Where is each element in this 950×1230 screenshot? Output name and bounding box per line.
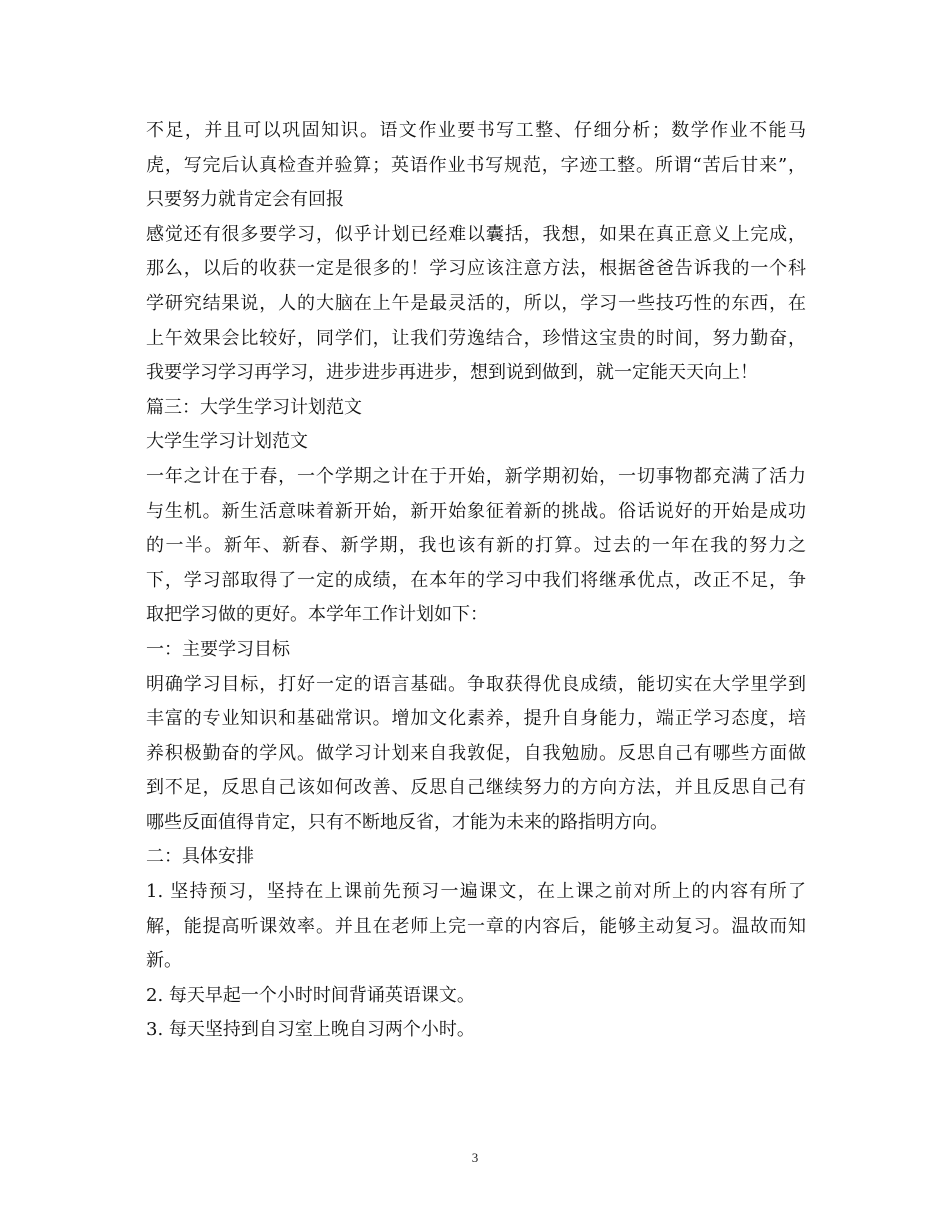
paragraph-line: 感觉还有很多要学习，似乎计划已经难以囊括，我想，如果在真正意义上完成， [146,223,806,245]
subheading-arrangement: 二：具体安排 [146,846,254,868]
paragraph-line: 丰富的专业知识和基础常识。增加文化素养，提升自身能力，端正学习态度，培 [146,708,806,730]
paragraph-line: 到不足，反思自己该如何改善、反思自己继续努力的方向方法，并且反思自己有 [146,777,806,799]
paragraph-line: 养积极勤奋的学风。做学习计划来自我敦促，自我勉励。反思自己有哪些方面做 [146,742,806,764]
paragraph-line: 上午效果会比较好，同学们，让我们劳逸结合，珍惜这宝贵的时间，努力勤奋， [146,327,806,349]
list-item-line: 新。 [146,950,182,972]
document-body [146,114,806,1048]
list-item-line: 3. 每天坚持到自习室上晚自习两个小时。 [146,1019,475,1041]
section-heading: 篇三：大学生学习计划范文 [146,396,362,418]
paragraph-line: 明确学习目标，打好一定的语言基础。争取获得优良成绩，能切实在大学里学到 [146,673,806,695]
paragraph-line: 下，学习部取得了一定的成绩，在本年的学习中我们将继承优点，改正不足，争 [146,569,806,591]
paragraph-line: 学研究结果说，人的大脑在上午是最灵活的，所以，学习一些技巧性的东西，在 [146,292,806,314]
page-number: 3 [471,1150,479,1165]
article-title: 大学生学习计划范文 [146,431,308,453]
paragraph-line: 只要努力就肯定会有回报 [146,189,344,211]
paragraph-line: 取把学习做的更好。本学年工作计划如下： [146,604,488,626]
list-item-line: 1. 坚持预习，坚持在上课前先预习一遍课文，在上课之前对所上的内容有所了 [146,881,806,903]
paragraph-line: 我要学习学习再学习，进步进步再进步，想到说到做到，就一定能天天向上！ [146,362,758,384]
paragraph-line: 与生机。新生活意味着新开始，新开始象征着新的挑战。俗话说好的开始是成功 [146,500,806,522]
list-item-line: 解，能提高听课效率。并且在老师上完一章的内容后，能够主动复习。温故而知 [146,915,806,937]
paragraph-line: 虎，写完后认真检查并验算；英语作业书写规范，字迹工整。所谓“苦后甘来”， [146,154,806,176]
paragraph-line: 哪些反面值得肯定，只有不断地反省，才能为未来的路指明方向。 [146,811,668,833]
subheading-goals: 一：主要学习目标 [146,638,290,660]
paragraph-line: 不足，并且可以巩固知识。语文作业要书写工整、仔细分析；数学作业不能马 [146,120,806,141]
list-item-line: 2. 每天早起一个小时时间背诵英语课文。 [146,984,475,1006]
paragraph-line: 一年之计在于春，一个学期之计在于开始，新学期初始，一切事物都充满了活力 [146,465,806,487]
paragraph-line: 的一半。新年、新春、新学期，我也该有新的打算。过去的一年在我的努力之 [146,535,806,557]
paragraph-line: 那么，以后的收获一定是很多的！学习应该注意方法，根据爸爸告诉我的一个科 [146,258,806,280]
